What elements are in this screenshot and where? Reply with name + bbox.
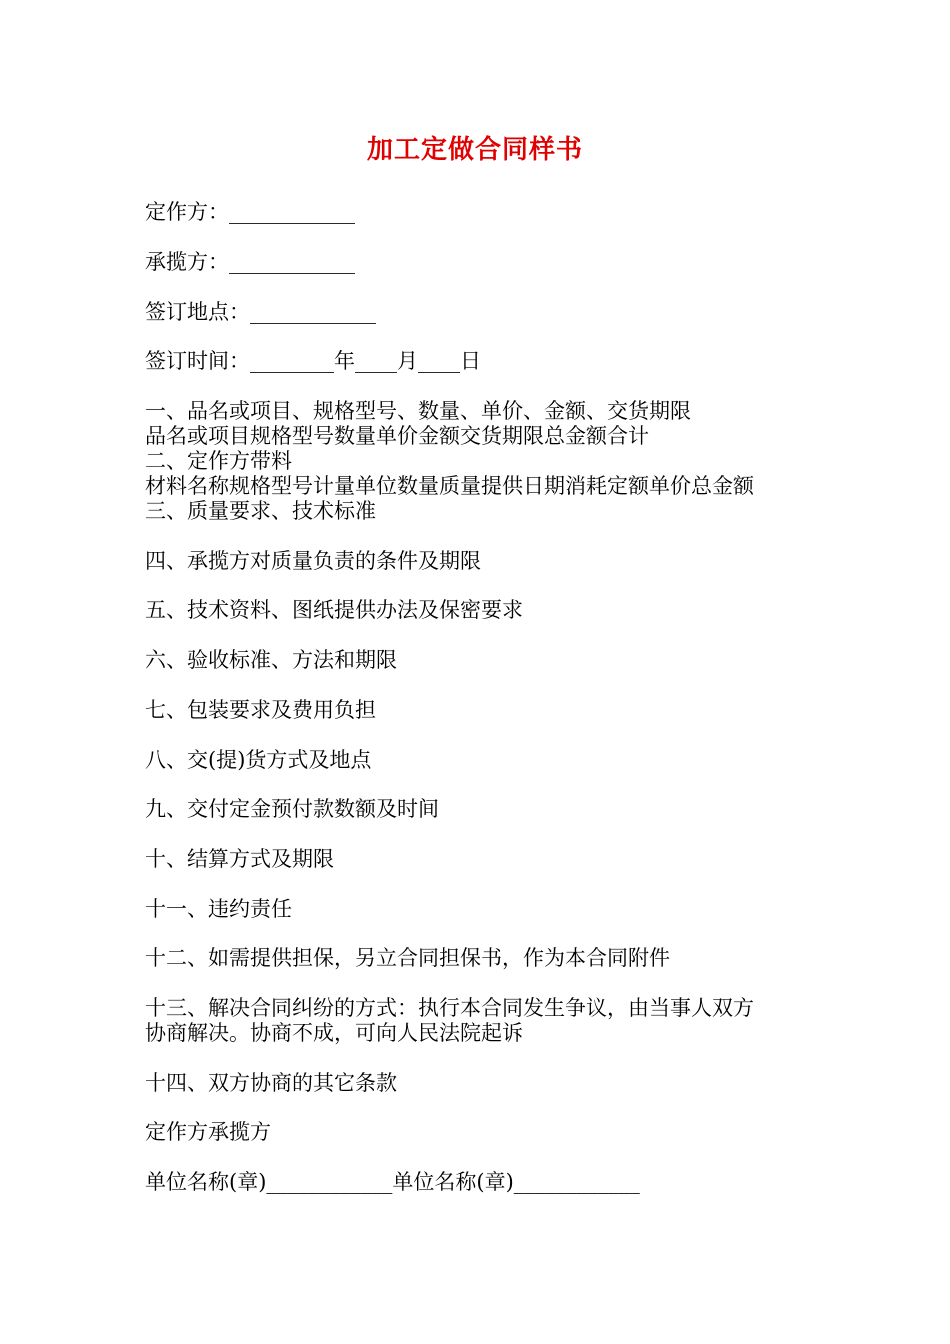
clause-10-heading: 十、结算方式及期限 bbox=[145, 847, 334, 871]
clause-1-table-header: 品名或项目规格型号数量单价金额交货期限总金额合计 bbox=[145, 424, 649, 448]
clause-5-heading: 五、技术资料、图纸提供办法及保密要求 bbox=[145, 598, 523, 622]
clause-7-heading: 七、包装要求及费用负担 bbox=[145, 698, 376, 722]
document-title: 加工定做合同样书 bbox=[366, 135, 583, 165]
field-contractor: 承揽方：____________ bbox=[145, 250, 355, 274]
clause-11-heading: 十一、违约责任 bbox=[145, 897, 292, 921]
clause-3-heading: 三、质量要求、技术标准 bbox=[145, 499, 376, 523]
clause-12-heading: 十二、如需提供担保，另立合同担保书，作为本合同附件 bbox=[145, 946, 670, 970]
clause-13-heading: 十三、解决合同纠纷的方式：执行本合同发生争议，由当事人双方 bbox=[145, 996, 754, 1020]
signature-unit-names: 单位名称(章)____________单位名称(章)____________ bbox=[145, 1170, 640, 1194]
field-signing-date: 签订时间：________年____月____日 bbox=[145, 349, 481, 373]
clause-2-table-header: 材料名称规格型号计量单位数量质量提供日期消耗定额单价总金额 bbox=[145, 474, 754, 498]
clause-14-heading: 十四、双方协商的其它条款 bbox=[145, 1071, 397, 1095]
clause-4-heading: 四、承揽方对质量负责的条件及期限 bbox=[145, 549, 481, 573]
clause-8-heading: 八、交(提)货方式及地点 bbox=[145, 748, 372, 772]
clause-2-heading: 二、定作方带料 bbox=[145, 449, 292, 473]
signature-parties: 定作方承揽方 bbox=[145, 1120, 271, 1144]
clause-1-heading: 一、品名或项目、规格型号、数量、单价、金额、交货期限 bbox=[145, 399, 691, 423]
field-signing-place: 签订地点：____________ bbox=[145, 300, 376, 324]
clause-9-heading: 九、交付定金预付款数额及时间 bbox=[145, 797, 439, 821]
clause-6-heading: 六、验收标准、方法和期限 bbox=[145, 648, 397, 672]
field-ordering-party: 定作方：____________ bbox=[145, 200, 355, 224]
clause-13-continuation: 协商解决。协商不成，可向人民法院起诉 bbox=[145, 1021, 523, 1045]
